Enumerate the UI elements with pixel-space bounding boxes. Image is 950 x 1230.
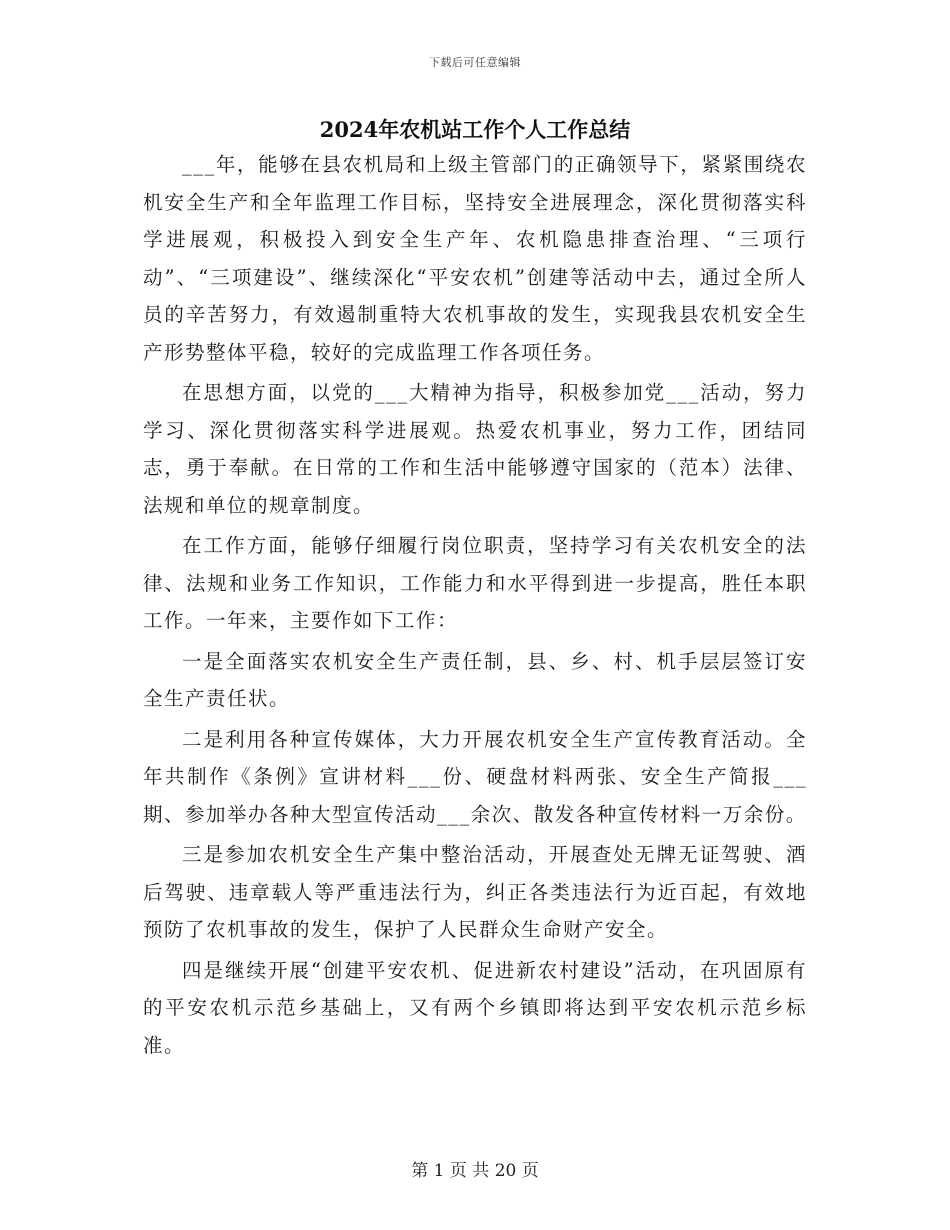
paragraph-intro: ___年，能够在县农机局和上级主管部门的正确领导下，紧紧围绕农机安全生产和全年监理工作目标，坚持安全进展理念，深化贯彻落实科学进展观，积极投入到安全生产年、农机隐患排查治理、“三项行动”、“三项建设”、继续深化“平安农机”创建等活动中去，通过全所人员的辛苦努力，有效遏制重特大农机事故的发生，实现我县农机安全生产形势整体平稳，较好的完成监理工作各项任务。 [143, 153, 807, 364]
paragraph-item-2: 二是利用各种宣传媒体，大力开展农机安全生产宣传教育活动。全年共制作《条例》宣讲材料___份、硬盘材料两张、安全生产简报___期、参加举办各种大型宣传活动___余次、散发各种宣传材料一万余份。 [143, 727, 807, 826]
page-number: 第 1 页 共 20 页 [411, 1161, 539, 1181]
paragraph-ideology: 在思想方面，以党的___大精神为指导，积极参加党___活动，努力学习、深化贯彻落实科学进展观。热爱农机事业，努力工作，团结同志，勇于奉献。在日常的工作和生活中能够遵守国家的（范本）法律、法规和单位的规章制度。 [143, 381, 807, 517]
paragraph-item-1: 一是全面落实农机安全生产责任制，县、乡、村、机手层层签订安全生产责任状。 [143, 649, 807, 710]
document-title: 2024年农机站工作个人工作总结 [319, 117, 631, 142]
header-note: 下载后可任意编辑 [429, 56, 521, 69]
document-body [143, 146, 807, 1067]
paragraph-work: 在工作方面，能够仔细履行岗位职责，坚持学习有关农机安全的法律、法规和业务工作知识，工作能力和水平得到进一步提高，胜任本职工作。一年来，主要作如下工作： [143, 534, 807, 632]
paragraph-item-4: 四是继续开展“创建平安农机、促进新农村建设”活动，在巩固原有的平安农机示范乡基础上，又有两个乡镇即将达到平安农机示范乡标准。 [143, 958, 807, 1057]
paragraph-item-3: 三是参加农机安全生产集中整治活动，开展查处无牌无证驾驶、酒后驾驶、违章载人等严重违法行为，纠正各类违法行为近百起，有效地预防了农机事故的发生，保护了人民群众生命财产安全。 [143, 843, 807, 941]
